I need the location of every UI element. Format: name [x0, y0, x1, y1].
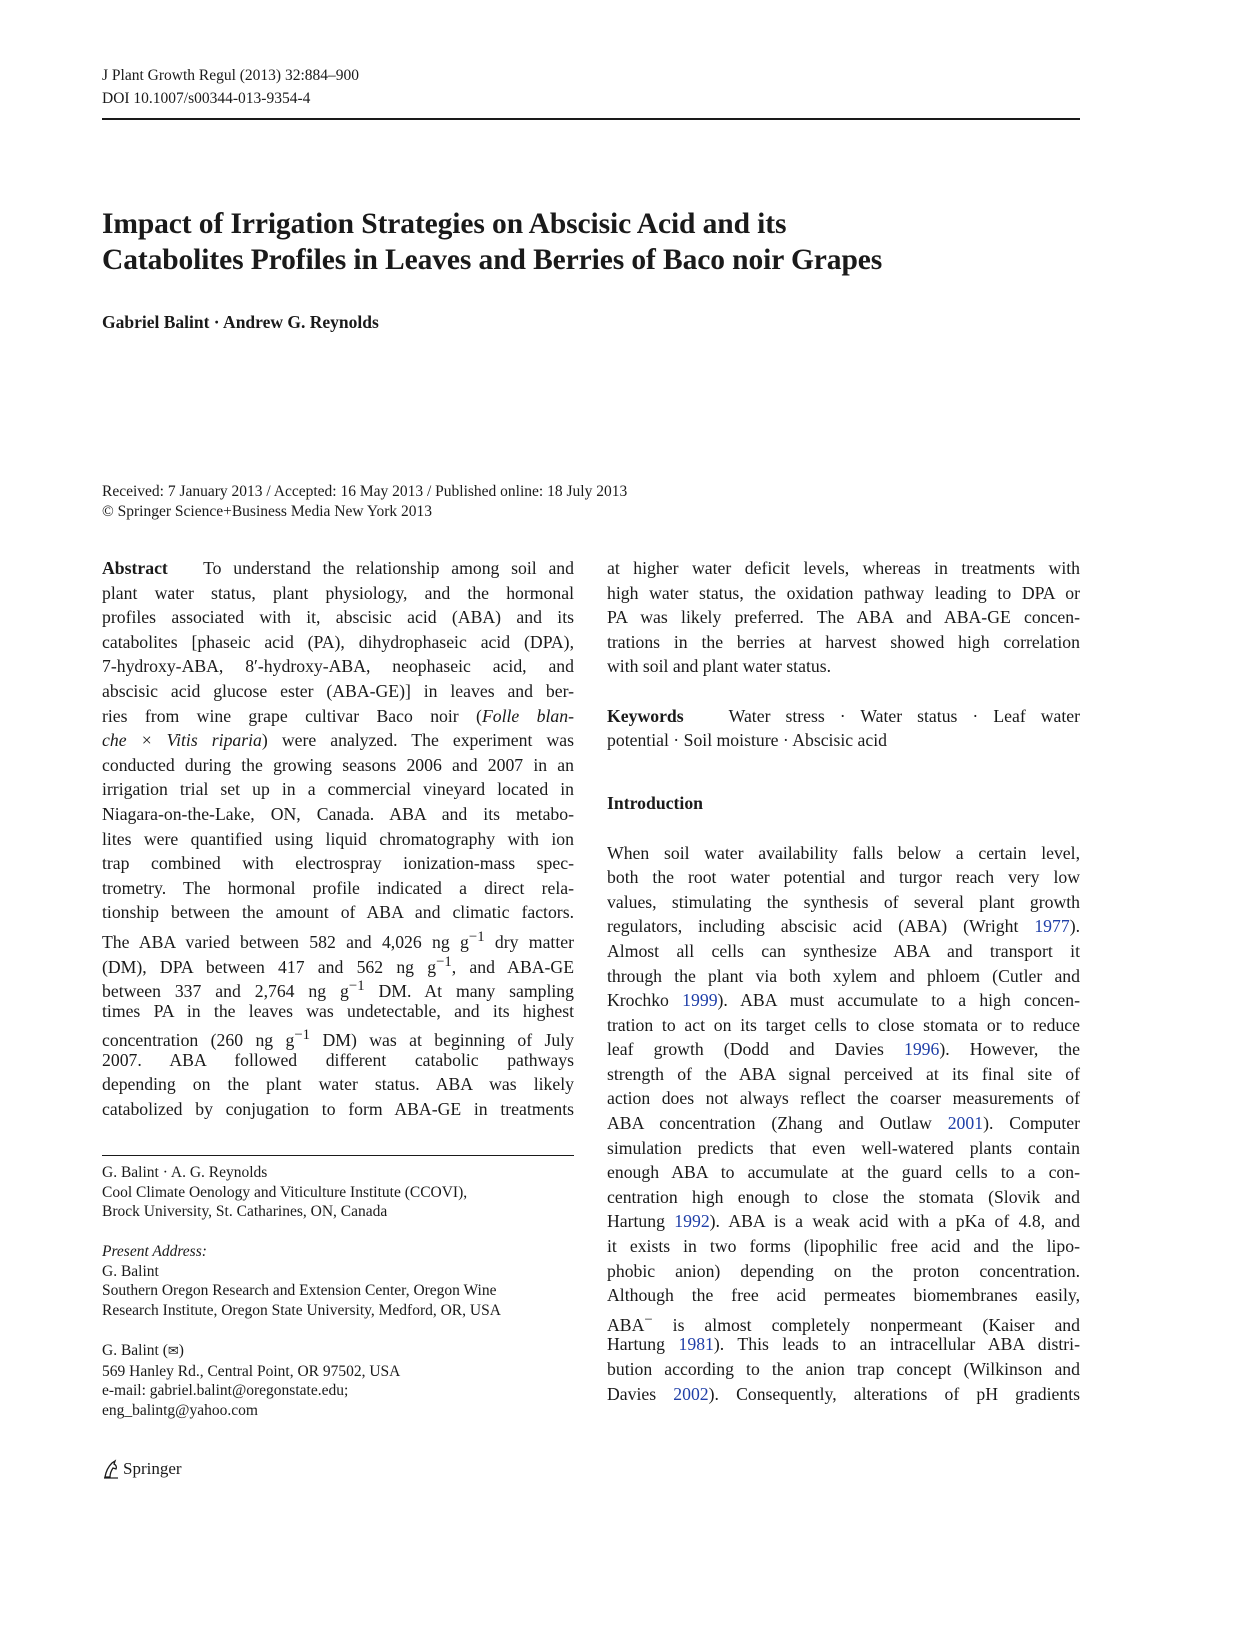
intro-line: ABA− is almost completely nonpermeant (Kaiser and [607, 1311, 1080, 1335]
abstract-line: 2007. ABA followed different catabolic pathways [102, 1049, 574, 1070]
intro-line: strength of the ABA signal perceived at its final site of [607, 1063, 1080, 1084]
introduction-heading: Introduction [607, 793, 703, 814]
citation-link[interactable]: 1977 [1034, 916, 1070, 937]
abstract-line: between 337 and 2,764 ng $g^{-1}$ DM. At many sampling [102, 978, 574, 1001]
right-column [607, 556, 1080, 1406]
abstract-line: irrigation trial set up in a commercial vineyard located in [102, 779, 574, 800]
present-address-label: Present Address: [102, 1243, 207, 1260]
present-address-line: Research Institute, Oregon State University, Medford, OR, USA [102, 1301, 501, 1319]
envelope-icon: ✉ [167, 1344, 179, 1359]
abstract-line: (DM), DPA between 417 and 562 ng $g^{-1}$, and ABA-GE [102, 953, 574, 977]
keywords-line: potential · Soil moisture · Abscisic acid [607, 730, 888, 751]
abstract-heading: Abstract [102, 558, 168, 578]
postal-address: 569 Hanley Rd., Central Point, OR 97502, USA [102, 1362, 401, 1380]
correspondence-block [102, 1341, 574, 1420]
present-address-line: Southern Oregon Research and Extension Center, Oregon Wine [102, 1282, 497, 1300]
intro-line: leaf growth (Dodd and Davies 1996). However, the [607, 1039, 1080, 1060]
abstract-line: profiles associated with it, abscisic acid (ABA) and its [102, 607, 574, 628]
intro-line: it exists in two forms (lipophilic free acid and the lipo- [607, 1236, 1080, 1257]
publisher-name: Springer [123, 1459, 182, 1478]
publication-history [102, 482, 627, 522]
citation-link[interactable]: 2002 [673, 1383, 709, 1404]
citation-link[interactable]: 1996 [903, 1039, 940, 1060]
left-column [102, 556, 574, 1122]
abstract-line: concentration (260 ng $g^{-1}$ DM) was at beginning of July [102, 1027, 574, 1051]
abstract-line: lites were quantified using liquid chromatography with ion [102, 828, 574, 849]
abstract-line: catabolized by conjugation to form ABA-GE in treatments [102, 1099, 574, 1120]
abstract-line: with soil and plant water status. [607, 656, 832, 677]
doi: DOI 10.1007/s00344-013-9354-4 [102, 90, 311, 107]
intro-line: simulation predicts that even well-watered plants contain [607, 1137, 1080, 1158]
intro-line: regulators, including abscisic acid (ABA) (Wright 1977). [607, 916, 1080, 937]
intro-line: Although the free acid permeates biomembranes easily, [607, 1285, 1080, 1306]
affiliation-block [102, 1163, 574, 1222]
article-title [102, 206, 1082, 278]
authors: Gabriel Balint · Andrew G. Reynolds [102, 312, 379, 332]
affiliation-institute: Cool Climate Oenology and Viticulture Institute (CCOVI), [102, 1183, 468, 1201]
citation-link[interactable]: 1981 [678, 1334, 714, 1355]
present-address-name: G. Balint [102, 1262, 159, 1280]
keywords-heading: Keywords [607, 705, 684, 726]
abstract-line: trometry. The hormonal profile indicated a direct rela- [102, 877, 574, 898]
intro-line: through the plant via both xylem and phloem (Cutler and [607, 965, 1080, 986]
intro-line: enough ABA to accumulate at the guard cells to a con- [607, 1162, 1080, 1183]
email-line[interactable]: e-mail: gabriel.balint@oregonstate.edu; [102, 1382, 349, 1400]
abstract-line: at higher water deficit levels, whereas in treatments with [607, 558, 1080, 578]
abstract-line: The ABA varied between 582 and 4,026 ng $g^{-1}$ dry matter [102, 928, 574, 952]
abstract-line: ries from wine grape cultivar Baco noir (Folle blan- [102, 705, 574, 726]
received-dates: Received: 7 January 2013 / Accepted: 16 May 2013 / Published online: 18 July 2013 [102, 483, 628, 500]
abstract-line: times PA in the leaves was undetectable, and its highest [102, 1000, 574, 1021]
affiliation-names: G. Balint · A. G. Reynolds [102, 1164, 268, 1181]
abstract-line: Abstract To understand the relationship among soil and [102, 558, 574, 578]
abstract-line: abscisic acid glucose ester (ABA-GE)] in leaves and ber- [102, 680, 574, 701]
affiliation-university: Brock University, St. Catharines, ON, Canada [102, 1203, 388, 1221]
abstract-line: trations in the berries at harvest showed high correlation [607, 631, 1080, 652]
intro-line: centration high enough to close the stomata (Slovik and [607, 1186, 1080, 1207]
intro-line: values, stimulating the synthesis of several plant growth [607, 891, 1080, 912]
abstract-line: plant water status, plant physiology, and the hormonal [102, 582, 574, 603]
intro-line: action does not always reflect the coarser measurements of [607, 1088, 1080, 1109]
intro-line: bution according to the anion trap concept (Wilkinson and [607, 1359, 1080, 1379]
publisher-footer [102, 1459, 182, 1479]
journal-citation: J Plant Growth Regul (2013) 32:884–900 [102, 67, 360, 84]
intro-line: ABA concentration (Zhang and Outlaw 2001). Computer [607, 1113, 1080, 1134]
abstract-line: high water status, the oxidation pathway leading to DPA or [607, 582, 1080, 603]
intro-line: Almost all cells can synthesize ABA and transport it [607, 940, 1080, 961]
present-address-block [102, 1242, 574, 1320]
springer-horse-icon [102, 1459, 120, 1479]
citation-link[interactable]: 1999 [682, 990, 718, 1011]
abstract-line: Niagara-on-the-Lake, ON, Canada. ABA and its metabo- [102, 803, 574, 824]
abstract-line: trap combined with electrospray ionization-mass spec- [102, 853, 574, 874]
running-header [102, 64, 359, 110]
footnote-rule [102, 1155, 574, 1156]
abstract-line: 7-hydroxy-ABA, 8′-hydroxy-ABA, neophaseic acid, and [102, 656, 574, 677]
intro-line: Hartung 1981). This leads to an intracellular ABA distri- [607, 1334, 1080, 1355]
email-line[interactable]: eng_balintg@yahoo.com [102, 1401, 258, 1419]
abstract-line: PA was likely preferred. The ABA and ABA-GE concen- [607, 607, 1080, 628]
title-line: Impact of Irrigation Strategies on Abscisic Acid and its [102, 208, 787, 240]
keywords-line: Keywords Water stress · Water status · Leaf water [607, 705, 1081, 726]
corresponding-author: G. Balint (✉) [102, 1342, 184, 1359]
intro-line: tration to act on its target cells to close stomata or to reduce [607, 1014, 1080, 1035]
abstract-line: conducted during the growing seasons 2006 and 2007 in an [102, 754, 574, 775]
copyright: © Springer Science+Business Media New York 2013 [102, 503, 433, 520]
intro-line: Davies 2002). Consequently, alterations of pH gradients [607, 1383, 1080, 1404]
abstract-line: che × Vitis riparia) were analyzed. The experiment was [102, 730, 574, 751]
intro-line: When soil water availability falls below a certain level, [607, 842, 1080, 863]
citation-link[interactable]: 1992 [674, 1211, 710, 1232]
title-line: Catabolites Profiles in Leaves and Berries of Baco noir Grapes [102, 244, 883, 276]
intro-line: Hartung 1992). ABA is a weak acid with a pKa of 4.8, and [607, 1211, 1080, 1232]
intro-line: Krochko 1999). ABA must accumulate to a high concen- [607, 990, 1081, 1011]
abstract-line: depending on the plant water status. ABA was likely [102, 1074, 574, 1095]
citation-link[interactable]: 2001 [947, 1113, 984, 1134]
intro-line: both the root water potential and turgor reach very low [607, 867, 1080, 888]
abstract-line: tionship between the amount of ABA and climatic factors. [102, 902, 574, 923]
header-rule [102, 118, 1080, 120]
intro-line: phobic anion) depending on the proton concentration. [607, 1260, 1080, 1281]
abstract-line: catabolites [phaseic acid (PA), dihydrophaseic acid (DPA), [102, 631, 574, 652]
